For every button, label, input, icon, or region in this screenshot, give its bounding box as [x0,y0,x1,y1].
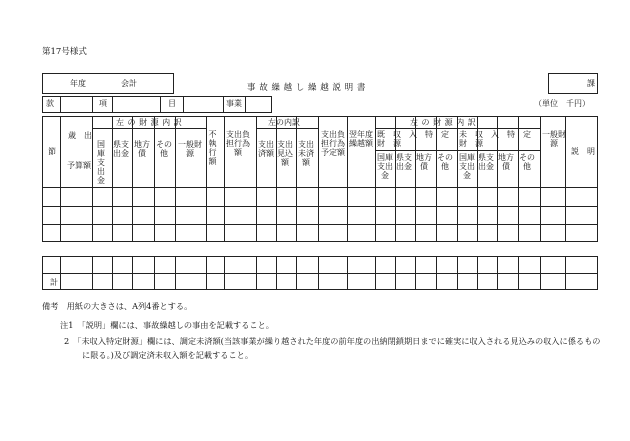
form-number: 第17号様式 [42,47,87,57]
grid-line [154,256,155,290]
grid-line [132,116,133,242]
grid-line [375,116,376,242]
header-kenshi: 県支出金 [113,140,129,158]
grid-line [256,256,257,290]
total-label: 計 [50,278,58,287]
section-label: 課 [587,79,595,88]
grid-line [92,116,93,242]
header-yosangaku: 予算額 [67,161,91,170]
grid-line [276,116,277,242]
account-label: 会計 [121,79,137,88]
grid-line [224,256,225,290]
header-chihousai2: 地方債 [416,153,432,171]
header-shishutsu-zumi: 支出済額 [258,140,274,158]
header-kisyu-tokutei: 既 収 入 特 定 財 源 [377,130,457,148]
note-biko: 備考 用紙の大きさは、A列4番とする。 [42,301,193,311]
grid-line [540,116,541,242]
grid-line [175,256,176,290]
grid-line [318,256,319,290]
grid-line [60,116,61,242]
grid-line [296,256,297,290]
header-chihousai: 地方債 [134,140,150,158]
grid-line [395,256,396,290]
kan-label: 款 [46,99,54,108]
grid-line [60,256,61,290]
grid-line [224,116,225,242]
header-ippan: 一般財源 [178,140,202,158]
grid-line [347,116,348,242]
grid-line [415,256,416,290]
header-sonota2: その他 [437,153,453,171]
note-2a: 2 「未収入特定財源」欄には、調定未済額(当該事業が繰り越された年度の前年度の出納閉鎖期日までに確実に収入される見込みの収入に係るもの [64,336,601,346]
grid-line [457,256,458,290]
grid-line [206,256,207,290]
grid-line [92,256,93,290]
grid-line [518,256,519,290]
grid-line [457,116,458,242]
header-setsu: 節 [48,147,56,156]
header-fushikkou: 不執行額 [208,130,217,166]
grid-line [206,116,207,242]
grid-line [276,256,277,290]
header-left-source: 左 の 財 源 内 訳 [116,118,183,127]
header-left-inner: 左の内訳 [268,118,300,127]
header-left-source2: 左 の 財 源 内 訳 [410,118,477,127]
kou-label: 項 [99,99,107,108]
header-kokko2: 国庫支出金 [377,153,393,180]
grid-line [347,256,348,290]
year-account-box [42,73,174,94]
header-sonota3: その他 [519,153,535,171]
header-futan-yotei: 支出負担行為予定額 [321,130,345,157]
grid-line [256,116,257,242]
header-kokko3: 国庫支出金 [459,153,475,180]
grid-line [296,116,297,242]
grid-line [436,256,437,290]
header-sonota: その他 [156,140,172,158]
header-shishutsu-mizumi: 支出未済額 [298,140,314,167]
grid-line [175,116,176,242]
header-shishutsu-mikomi: 支出見込額 [277,140,293,167]
header-yokunendo: 翌年度繰越額 [349,130,373,148]
grid-line [477,256,478,290]
grid-line [318,116,319,242]
unit-label: （単位 千円） [534,99,590,108]
header-kenshi2: 県支出金 [396,153,412,171]
header-setsumei: 説 明 [571,147,595,156]
document-title: 事 故 繰 越 し 繰 越 説 明 書 [247,83,366,93]
jigyo-label: 事業 [226,99,242,108]
grid-line [540,256,541,290]
grid-line [497,256,498,290]
header-kokko: 国庫支出金 [97,140,105,185]
header-ippan2: 一般財源 [542,130,566,148]
grid-line [565,256,566,290]
grid-line [154,116,155,242]
grid-line [132,256,133,290]
header-kenshi3: 県支出金 [478,153,494,171]
header-chihousai3: 地方債 [498,153,514,171]
header-misyu-tokutei: 未 収 入 特 定 財 源 [459,130,539,148]
grid-line [112,116,113,242]
note-1: 注1 「説明」欄には、事故繰越しの事由を記載すること。 [60,320,274,330]
year-label: 年度 [70,79,86,88]
header-saishutsu: 歳 出 [68,131,92,140]
grid-line [375,256,376,290]
header-shishutsu-futan: 支出負担行為額 [226,130,250,157]
note-2b: に限る。)及び調定済未収入額を記載すること。 [82,350,254,360]
grid-line [112,256,113,290]
moku-label: 目 [168,99,176,108]
